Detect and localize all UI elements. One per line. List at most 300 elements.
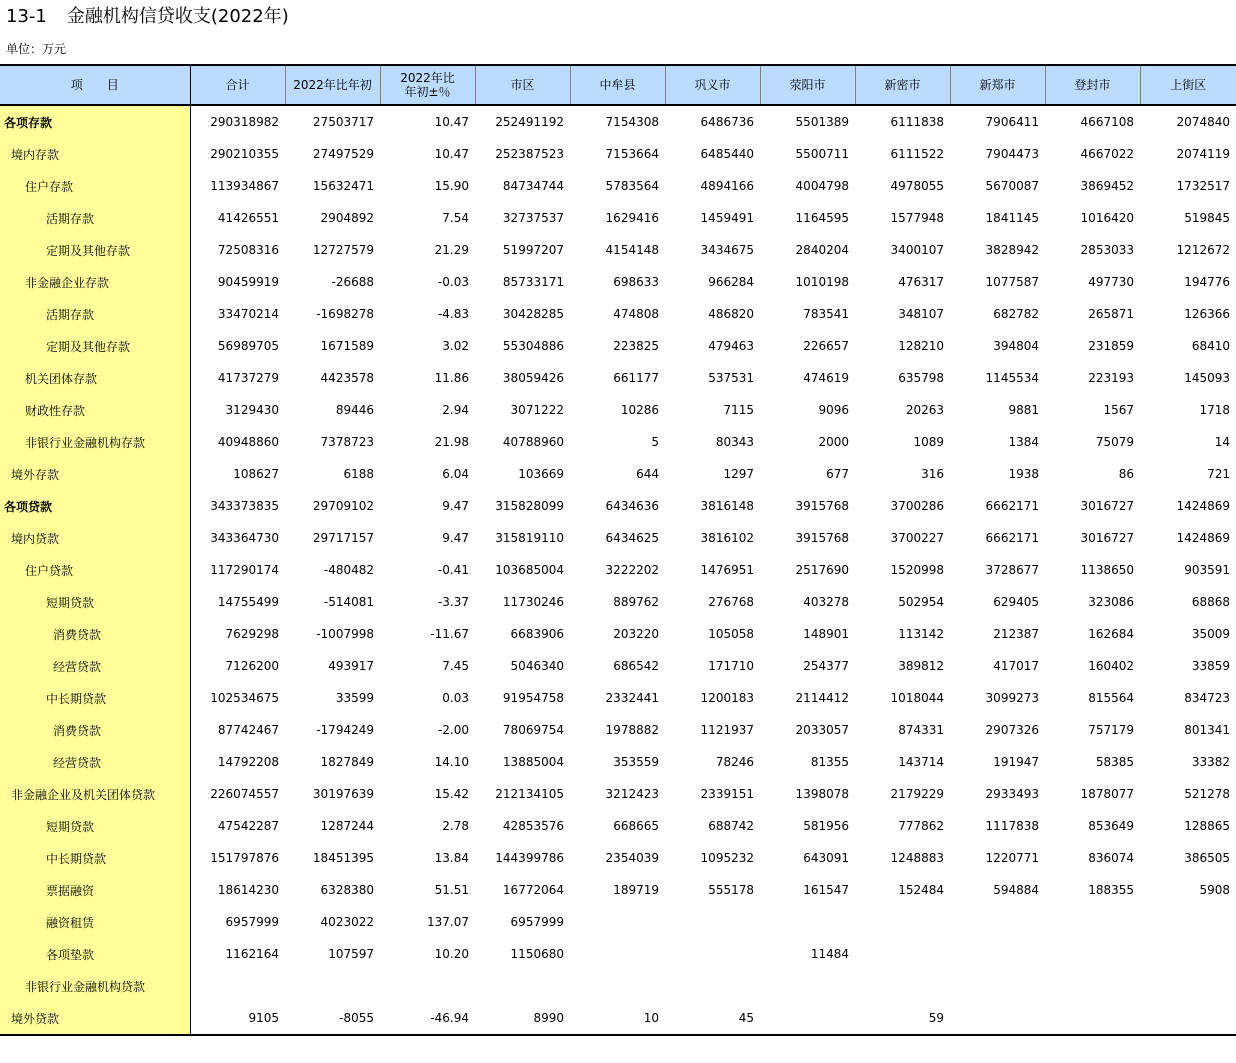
column-header-label: 中牟县 (599, 78, 636, 92)
table-cell: 343364730 (210, 531, 279, 545)
row-label-text: 非银行业金融机构贷款 (25, 979, 146, 994)
table-cell: 203220 (613, 627, 659, 641)
table-cell: 2074119 (1176, 147, 1230, 161)
table-cell: 212134105 (495, 787, 564, 801)
table-cell: 144399786 (495, 851, 564, 865)
table-cell: 30197639 (312, 787, 374, 801)
table-cell: -480482 (323, 563, 374, 577)
table-cell: 1145534 (985, 371, 1039, 385)
row-label-text: 定期及其他存款 (46, 243, 131, 258)
table-cell: 686542 (613, 659, 659, 673)
table-cell: -514081 (323, 595, 374, 609)
table-row (0, 874, 1236, 906)
table-cell: 2179229 (890, 787, 944, 801)
table-cell: 1878077 (1080, 787, 1134, 801)
row-label (0, 746, 190, 778)
table-cell: 15632471 (312, 179, 374, 193)
column-header-label: 新郑市 (979, 78, 1016, 92)
table-cell: 783541 (803, 307, 849, 321)
table-cell: 1117838 (985, 819, 1039, 833)
table-cell: 55304886 (502, 339, 564, 353)
table-cell: 15.90 (434, 179, 469, 193)
table-cell: 1138650 (1080, 563, 1134, 577)
table-row (0, 426, 1236, 458)
table-cell: 40948860 (217, 435, 279, 449)
table-cell: 1212672 (1176, 243, 1230, 257)
table-cell: 682782 (993, 307, 1039, 321)
column-header (760, 65, 855, 105)
row-label-text: 机关团体存款 (25, 371, 98, 386)
table-cell: 162684 (1088, 627, 1134, 641)
table-cell: 91954758 (502, 691, 564, 705)
table-cell (1140, 1002, 1236, 1035)
table-row (0, 266, 1236, 298)
table-cell: 89446 (335, 403, 374, 417)
table-cell: 1398078 (795, 787, 849, 801)
table-cell: 13.84 (434, 851, 469, 865)
table-cell: 107597 (328, 947, 374, 961)
table-cell: -4.83 (437, 307, 469, 321)
table-cell: 6683906 (510, 627, 564, 641)
table-cell: 834723 (1184, 691, 1230, 705)
table-cell (760, 906, 855, 938)
row-label (0, 682, 190, 714)
table-cell: 386505 (1184, 851, 1230, 865)
table-row (0, 490, 1236, 522)
table-cell: 3.02 (442, 339, 469, 353)
table-cell (950, 1002, 1045, 1035)
table-cell: 519845 (1184, 211, 1230, 225)
table-cell: -3.37 (437, 595, 469, 609)
table-cell: 4023022 (320, 915, 374, 929)
table-cell: 635798 (898, 371, 944, 385)
column-header-label: 合计 (225, 78, 250, 92)
table-cell: 226657 (803, 339, 849, 353)
table-cell: 3700227 (890, 531, 944, 545)
row-label (0, 362, 190, 394)
column-header-label: 项 目 (70, 78, 119, 92)
table-cell: 9881 (1008, 403, 1039, 417)
table-cell: 10.47 (434, 147, 469, 161)
table-cell: 1200183 (700, 691, 754, 705)
table-cell: 191947 (993, 755, 1039, 769)
table-cell: 2114412 (795, 691, 849, 705)
table-cell: 1016420 (1080, 211, 1134, 225)
table-cell: 7153664 (605, 147, 659, 161)
row-label-text: 融资租赁 (46, 915, 95, 930)
column-header-label: 登封市 (1074, 78, 1111, 92)
row-label (0, 842, 190, 874)
table-cell (1140, 906, 1236, 938)
table-cell: 1577948 (890, 211, 944, 225)
table-cell: 42853576 (502, 819, 564, 833)
column-header (285, 65, 380, 105)
table-cell: -0.41 (437, 563, 469, 577)
row-label (0, 874, 190, 906)
row-label (0, 426, 190, 458)
row-label-text: 活期存款 (46, 211, 95, 226)
table-cell: 4154148 (605, 243, 659, 257)
table-cell: 315819110 (495, 531, 564, 545)
table-cell: 56989705 (217, 339, 279, 353)
table-cell (950, 938, 1045, 970)
table-cell: 6485440 (700, 147, 754, 161)
table-cell: 3129430 (225, 403, 279, 417)
table-cell: 11730246 (502, 595, 564, 609)
header-row (0, 65, 1236, 105)
table-cell: 6188 (343, 467, 374, 481)
row-label-text: 经营贷款 (53, 755, 102, 770)
page-title (6, 6, 289, 28)
table-cell: 194776 (1184, 275, 1230, 289)
table-cell: 1718 (1199, 403, 1230, 417)
table-cell: 41737279 (217, 371, 279, 385)
table-cell: 0.03 (442, 691, 469, 705)
table-cell: 252491192 (495, 115, 564, 129)
table-cell: 497730 (1088, 275, 1134, 289)
table-row (0, 394, 1236, 426)
row-label-text: 非金融企业存款 (25, 275, 110, 290)
table-cell: 316 (921, 467, 944, 481)
row-label (0, 618, 190, 650)
table-cell: 1095232 (700, 851, 754, 865)
table-cell: 5 (651, 435, 659, 449)
table-cell: 21.29 (434, 243, 469, 257)
table-cell: 777862 (898, 819, 944, 833)
table-cell: 3700286 (890, 499, 944, 513)
table-cell: 13885004 (502, 755, 564, 769)
table-cell: 15.42 (434, 787, 469, 801)
column-header (1140, 65, 1236, 105)
table-cell: 2853033 (1080, 243, 1134, 257)
row-label (0, 105, 190, 138)
row-label-text: 消费贷款 (53, 627, 102, 642)
table-cell: 45 (665, 1002, 760, 1035)
table-cell: 1629416 (605, 211, 659, 225)
row-label (0, 650, 190, 682)
table-cell: 2.94 (442, 403, 469, 417)
table-row (0, 138, 1236, 170)
table-cell: 1732517 (1176, 179, 1230, 193)
table-cell: 721 (1207, 467, 1230, 481)
table-cell: 30428285 (502, 307, 564, 321)
table-cell: 3016727 (1080, 531, 1134, 545)
table-cell: 7906411 (985, 115, 1039, 129)
table-cell: 226074557 (210, 787, 279, 801)
table-cell: 5783564 (605, 179, 659, 193)
table-cell: 113142 (898, 627, 944, 641)
table-cell: 3434675 (700, 243, 754, 257)
table-cell: 20263 (905, 403, 944, 417)
row-label (0, 234, 190, 266)
table-cell: 1567 (1103, 403, 1134, 417)
table-cell: 38059426 (502, 371, 564, 385)
table-cell: 4894166 (700, 179, 754, 193)
row-label-text: 财政性存款 (25, 403, 86, 418)
table-cell: 1476951 (700, 563, 754, 577)
table-row (0, 202, 1236, 234)
row-label-text: 短期贷款 (46, 819, 95, 834)
table-cell: 14792208 (217, 755, 279, 769)
table-cell: 7.45 (442, 659, 469, 673)
table-row (0, 330, 1236, 362)
row-label (0, 138, 190, 170)
table-cell: 80343 (715, 435, 754, 449)
row-label (0, 554, 190, 586)
table-cell (1140, 970, 1236, 1002)
unit-label: 单位：万元 (6, 42, 67, 56)
row-label-text: 境外贷款 (11, 1011, 60, 1026)
table-row (0, 938, 1236, 970)
table-cell: 1077587 (985, 275, 1039, 289)
row-label (0, 298, 190, 330)
table-cell (665, 970, 760, 1002)
table-cell: 78069754 (502, 723, 564, 737)
table-cell: 75079 (1095, 435, 1134, 449)
table-cell (380, 970, 475, 1002)
table-row (0, 746, 1236, 778)
table-cell (190, 970, 285, 1002)
row-label-text: 各项垫款 (46, 947, 95, 962)
table-cell: 486820 (708, 307, 754, 321)
table-cell (1045, 938, 1140, 970)
table-cell: 137.07 (427, 915, 469, 929)
data-table (0, 64, 1236, 1036)
table-cell: 1162164 (225, 947, 279, 961)
column-header-label: 荥阳市 (789, 78, 826, 92)
row-label-text: 境外存款 (11, 467, 60, 482)
table-cell: 6957999 (510, 915, 564, 929)
column-header (570, 65, 665, 105)
table-cell: 474619 (803, 371, 849, 385)
row-label-text: 境内贷款 (11, 531, 60, 546)
table-cell: 7378723 (320, 435, 374, 449)
table-cell (855, 906, 950, 938)
row-label-text: 非银行业金融机构存款 (25, 435, 146, 450)
table-cell: 644 (636, 467, 659, 481)
table-cell: 698633 (613, 275, 659, 289)
table-cell: 7629298 (225, 627, 279, 641)
row-label (0, 266, 190, 298)
row-label-text: 非金融企业及机关团体贷款 (11, 787, 156, 802)
table-cell: 231859 (1088, 339, 1134, 353)
column-header (855, 65, 950, 105)
table-cell: 476317 (898, 275, 944, 289)
row-label-text: 各项贷款 (4, 499, 53, 514)
table-cell: 629405 (993, 595, 1039, 609)
table-cell: 33859 (1191, 659, 1230, 673)
table-cell (1140, 938, 1236, 970)
row-label (0, 810, 190, 842)
table-cell: 290210355 (210, 147, 279, 161)
table-cell (570, 938, 665, 970)
table-cell: 537531 (708, 371, 754, 385)
table-row (0, 1002, 1236, 1035)
row-label (0, 906, 190, 938)
table-row (0, 522, 1236, 554)
table-cell: 11.86 (434, 371, 469, 385)
table-cell: 143714 (898, 755, 944, 769)
table-cell: 103685004 (495, 563, 564, 577)
row-label-text: 住户存款 (25, 179, 74, 194)
table-cell: 1287244 (320, 819, 374, 833)
table-cell: 87742467 (217, 723, 279, 737)
table-cell: 315828099 (495, 499, 564, 513)
row-label (0, 490, 190, 522)
table-cell: 29717157 (312, 531, 374, 545)
table-cell: 6111838 (890, 115, 944, 129)
table-cell: 801341 (1184, 723, 1230, 737)
table-cell: 9.47 (442, 531, 469, 545)
table-cell: 161547 (803, 883, 849, 897)
table-cell: 1938 (1008, 467, 1039, 481)
table-cell: 10.20 (434, 947, 469, 961)
table-cell: -8055 (285, 1002, 380, 1035)
table-cell: 853649 (1088, 819, 1134, 833)
table-cell: 2033057 (795, 723, 849, 737)
table-cell: 403278 (803, 595, 849, 609)
table-cell: 265871 (1088, 307, 1134, 321)
table-cell: 85733171 (502, 275, 564, 289)
table-cell: 1121937 (700, 723, 754, 737)
table-cell: 171710 (708, 659, 754, 673)
table-cell: 103669 (518, 467, 564, 481)
table-cell: 16772064 (502, 883, 564, 897)
table-cell: 661177 (613, 371, 659, 385)
row-label-text: 中长期贷款 (46, 851, 107, 866)
table-cell: 903591 (1184, 563, 1230, 577)
table-cell: 2354039 (605, 851, 659, 865)
table-cell: 14755499 (217, 595, 279, 609)
table-cell: 90459919 (217, 275, 279, 289)
column-header-label: 上街区 (1170, 78, 1207, 92)
table-row (0, 170, 1236, 202)
row-label-text: 住户贷款 (25, 563, 74, 578)
table-cell: 5501389 (795, 115, 849, 129)
table-cell: 41426551 (217, 211, 279, 225)
table-cell: 668665 (613, 819, 659, 833)
row-label-text: 活期存款 (46, 307, 95, 322)
table-row (0, 842, 1236, 874)
table-cell: 1010198 (795, 275, 849, 289)
table-cell: 3400107 (890, 243, 944, 257)
table-cell: 223193 (1088, 371, 1134, 385)
table-cell: 68410 (1191, 339, 1230, 353)
table-cell: 2000 (818, 435, 849, 449)
table-cell (1045, 1002, 1140, 1035)
table-cell (570, 970, 665, 1002)
table-cell: 81355 (810, 755, 849, 769)
table-cell: 72508316 (217, 243, 279, 257)
table-cell: 3016727 (1080, 499, 1134, 513)
row-label-text: 经营贷款 (53, 659, 102, 674)
table-cell: 2904892 (320, 211, 374, 225)
table-cell: 394804 (993, 339, 1039, 353)
table-cell: 145093 (1184, 371, 1230, 385)
table-cell: 323086 (1088, 595, 1134, 609)
table-row (0, 778, 1236, 810)
table-cell: 1150680 (510, 947, 564, 961)
table-cell: 6434625 (605, 531, 659, 545)
table-cell: 152484 (898, 883, 944, 897)
table-cell (475, 970, 570, 1002)
table-cell: 6957999 (225, 915, 279, 929)
table-cell: 2840204 (795, 243, 849, 257)
table-cell: 27503717 (312, 115, 374, 129)
table-cell: 3728677 (985, 563, 1039, 577)
table-cell: 18614230 (217, 883, 279, 897)
table-cell: 4004798 (795, 179, 849, 193)
table-cell: 128865 (1184, 819, 1230, 833)
table-cell: 252387523 (495, 147, 564, 161)
table-cell: 1297 (723, 467, 754, 481)
table-cell (950, 970, 1045, 1002)
table-cell: 2933493 (985, 787, 1039, 801)
row-label (0, 202, 190, 234)
table-cell: 276768 (708, 595, 754, 609)
column-header (1045, 65, 1140, 105)
table-cell: 254377 (803, 659, 849, 673)
row-label (0, 714, 190, 746)
table-cell: 102534675 (210, 691, 279, 705)
row-label (0, 970, 190, 1002)
table-cell: 68868 (1191, 595, 1230, 609)
table-row (0, 586, 1236, 618)
row-label (0, 1002, 190, 1035)
table-cell: -2.00 (437, 723, 469, 737)
table-cell: 836074 (1088, 851, 1134, 865)
table-cell: 1018044 (890, 691, 944, 705)
table-cell: 3816148 (700, 499, 754, 513)
table-cell (1045, 970, 1140, 1002)
table-cell: 12727579 (312, 243, 374, 257)
table-cell: 3915768 (795, 531, 849, 545)
table-cell: -1698278 (316, 307, 374, 321)
table-cell: 1164595 (795, 211, 849, 225)
table-code: 13-1 (6, 6, 47, 27)
table-cell: 1459491 (700, 211, 754, 225)
row-label-text: 票据融资 (46, 883, 95, 898)
table-cell: 2.78 (442, 819, 469, 833)
table-cell: 59 (855, 1002, 950, 1035)
table-cell: 2074840 (1176, 115, 1230, 129)
table-cell: 594884 (993, 883, 1039, 897)
table-cell: 108627 (233, 467, 279, 481)
table-cell: 126366 (1184, 307, 1230, 321)
table-cell: 815564 (1088, 691, 1134, 705)
row-label-text: 短期贷款 (46, 595, 95, 610)
table-row (0, 970, 1236, 1002)
row-label (0, 522, 190, 554)
row-label (0, 170, 190, 202)
table-cell: -1007998 (316, 627, 374, 641)
table-cell: 2907326 (985, 723, 1039, 737)
column-header-item (0, 65, 190, 105)
table-row (0, 105, 1236, 138)
table-cell: 6111522 (890, 147, 944, 161)
table-row (0, 714, 1236, 746)
table-cell: 9105 (190, 1002, 285, 1035)
table-cell: 35009 (1191, 627, 1230, 641)
table-cell: 14 (1214, 435, 1230, 449)
table-cell: 27497529 (312, 147, 374, 161)
table-cell: 117290174 (210, 563, 279, 577)
table-cell: 128210 (898, 339, 944, 353)
table-cell (285, 970, 380, 1002)
table-cell: 677 (826, 467, 849, 481)
table-cell: -46.94 (380, 1002, 475, 1035)
table-cell: 3816102 (700, 531, 754, 545)
